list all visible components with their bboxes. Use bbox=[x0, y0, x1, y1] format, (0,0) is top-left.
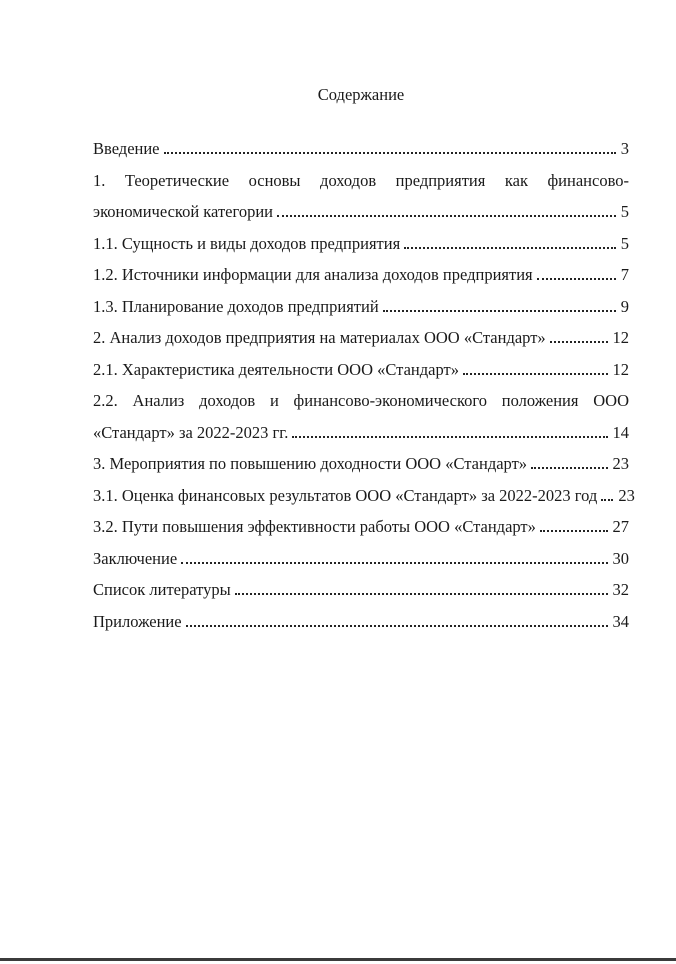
toc-entry-label: 3. Мероприятия по повышению доходности ООО «Стандарт» bbox=[93, 454, 528, 473]
toc-entry-label: 2.2. Анализ доходов и финансово-экономического положения ООО bbox=[93, 391, 629, 410]
toc-entry-label: Заключение bbox=[93, 548, 178, 568]
dot-leader bbox=[404, 247, 616, 249]
toc-entry-label: Список литературы bbox=[93, 580, 231, 599]
toc-entry-label: 2. Анализ доходов предприятия на материалах ООО «Стандарт» bbox=[93, 328, 546, 347]
toc-entry-1-2[interactable] bbox=[93, 259, 629, 291]
toc-entry-chapter-2[interactable] bbox=[93, 322, 629, 354]
toc-entry-appendix[interactable] bbox=[93, 606, 629, 638]
dot-leader bbox=[463, 373, 608, 375]
toc-page-number: 34 bbox=[612, 611, 629, 631]
dot-leader bbox=[292, 436, 607, 438]
toc-entry-label: экономической категории bbox=[93, 202, 274, 221]
dot-leader bbox=[277, 215, 616, 217]
dot-leader bbox=[537, 278, 616, 280]
toc-entry-references[interactable] bbox=[93, 574, 629, 606]
toc-entry-chapter-1[interactable] bbox=[93, 165, 629, 197]
toc-entry-label: 3.1. Оценка финансовых результатов ООО «Стандарт» за 2022-2023 год bbox=[93, 485, 598, 505]
toc-page-number: 9 bbox=[620, 296, 629, 316]
toc-page-number: 23 bbox=[612, 454, 629, 473]
toc-entry-label: Введение bbox=[93, 139, 160, 158]
toc-entry-chapter-1-continued[interactable] bbox=[93, 196, 629, 228]
toc-entry-label: 3.2. Пути повышения эффективности работы ООО «Стандарт» bbox=[93, 517, 536, 536]
toc-page-number: 12 bbox=[612, 359, 629, 379]
dot-leader bbox=[235, 593, 608, 595]
dot-leader bbox=[186, 625, 608, 627]
toc-entry-3-1[interactable] bbox=[93, 480, 635, 512]
page-bottom-edge bbox=[0, 958, 676, 961]
toc-entry-2-2[interactable] bbox=[93, 385, 629, 417]
dot-leader bbox=[383, 310, 616, 312]
toc-entry-introduction[interactable] bbox=[93, 133, 629, 165]
dot-leader bbox=[164, 152, 616, 154]
toc-page-number: 7 bbox=[620, 265, 629, 284]
toc-entry-chapter-3[interactable] bbox=[93, 448, 629, 480]
toc-page-number: 23 bbox=[618, 485, 635, 505]
toc-entry-label: «Стандарт» за 2022-2023 гг. bbox=[93, 422, 289, 442]
page-title: Содержание bbox=[317, 85, 405, 104]
toc-entry-label: 1.1. Сущность и виды доходов предприятия bbox=[93, 233, 401, 253]
dot-leader bbox=[531, 467, 607, 469]
toc-page-number: 5 bbox=[620, 233, 629, 253]
toc-page-number: 12 bbox=[612, 328, 629, 347]
table-of-contents bbox=[93, 133, 635, 637]
toc-entry-1-1[interactable] bbox=[93, 228, 629, 260]
toc-entry-label: 2.1. Характеристика деятельности ООО «Стандарт» bbox=[93, 359, 459, 379]
toc-page-number: 5 bbox=[620, 202, 629, 221]
toc-page-number: 27 bbox=[612, 517, 629, 536]
toc-entry-label: 1.3. Планирование доходов предприятий bbox=[93, 296, 379, 316]
toc-page-number: 32 bbox=[612, 580, 629, 599]
dot-leader bbox=[601, 499, 613, 501]
dot-leader bbox=[181, 562, 607, 564]
toc-entry-conclusion[interactable] bbox=[93, 543, 629, 575]
toc-page-number: 30 bbox=[612, 548, 629, 568]
toc-page-number: 14 bbox=[612, 422, 629, 442]
toc-entry-label: 1. Теоретические основы доходов предприятия как финансово- bbox=[93, 170, 629, 190]
toc-content bbox=[93, 84, 635, 637]
toc-page-number: 3 bbox=[620, 139, 629, 158]
toc-entry-2-2-continued[interactable] bbox=[93, 417, 629, 449]
toc-entry-1-3[interactable] bbox=[93, 291, 629, 323]
toc-entry-2-1[interactable] bbox=[93, 354, 629, 386]
dot-leader bbox=[540, 530, 608, 532]
toc-entry-label: 1.2. Источники информации для анализа доходов предприятия bbox=[93, 265, 533, 284]
dot-leader bbox=[550, 341, 608, 343]
toc-entry-3-2[interactable] bbox=[93, 511, 629, 543]
toc-entry-label: Приложение bbox=[93, 611, 182, 631]
